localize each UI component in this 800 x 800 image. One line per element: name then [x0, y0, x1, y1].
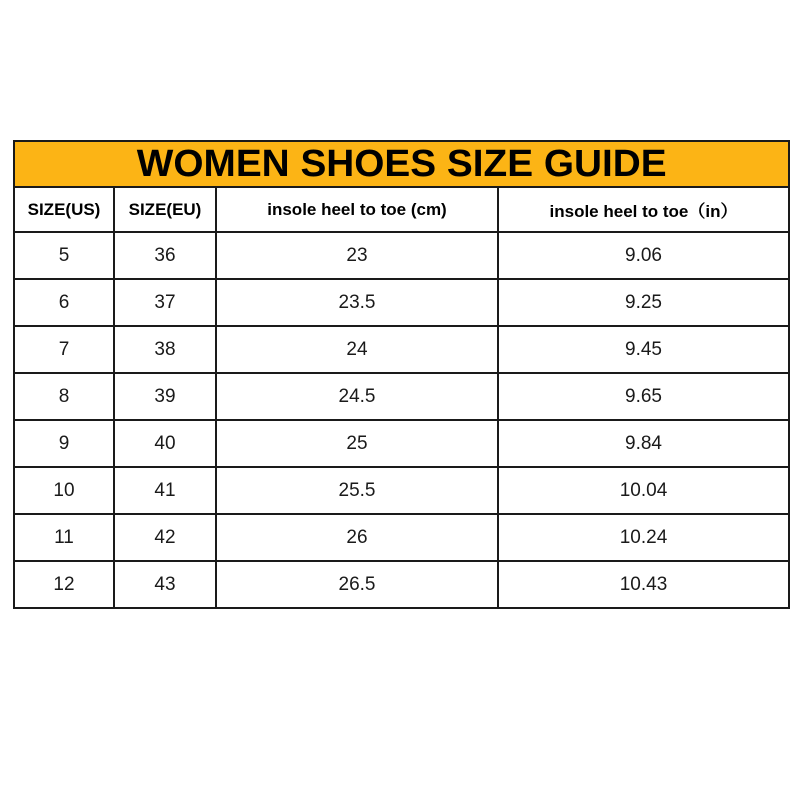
cell-eu: 39 — [114, 373, 216, 420]
cell-cm: 25 — [216, 420, 498, 467]
cell-us: 11 — [14, 514, 114, 561]
header-insole-cm: insole heel to toe (cm) — [216, 187, 498, 232]
table-row — [14, 373, 789, 420]
cell-eu: 38 — [114, 326, 216, 373]
table-row — [14, 326, 789, 373]
title-row — [14, 141, 789, 187]
cell-cm: 24 — [216, 326, 498, 373]
cell-us: 7 — [14, 326, 114, 373]
cell-eu: 42 — [114, 514, 216, 561]
table-title-band — [14, 141, 789, 187]
table-row — [14, 467, 789, 514]
cell-us: 6 — [14, 279, 114, 326]
cell-in: 10.24 — [498, 514, 789, 561]
cell-us: 8 — [14, 373, 114, 420]
cell-us: 9 — [14, 420, 114, 467]
size-guide-table — [13, 140, 790, 609]
cell-cm: 23 — [216, 232, 498, 279]
header-size-eu: SIZE(EU) — [114, 187, 216, 232]
cell-in: 10.04 — [498, 467, 789, 514]
cell-in: 9.06 — [498, 232, 789, 279]
cell-cm: 26.5 — [216, 561, 498, 608]
cell-in: 9.45 — [498, 326, 789, 373]
cell-us: 10 — [14, 467, 114, 514]
cell-in: 9.84 — [498, 420, 789, 467]
cell-us: 5 — [14, 232, 114, 279]
cell-in: 10.43 — [498, 561, 789, 608]
cell-eu: 40 — [114, 420, 216, 467]
cell-cm: 25.5 — [216, 467, 498, 514]
cell-cm: 23.5 — [216, 279, 498, 326]
header-row — [14, 187, 789, 232]
table-row — [14, 561, 789, 608]
cell-eu: 37 — [114, 279, 216, 326]
cell-eu: 36 — [114, 232, 216, 279]
cell-in: 9.65 — [498, 373, 789, 420]
table-row — [14, 420, 789, 467]
cell-eu: 41 — [114, 467, 216, 514]
cell-cm: 26 — [216, 514, 498, 561]
table-row — [14, 232, 789, 279]
header-size-us: SIZE(US) — [14, 187, 114, 232]
header-insole-in: insole heel to toe（in） — [498, 187, 789, 232]
cell-eu: 43 — [114, 561, 216, 608]
table-title: WOMEN SHOES SIZE GUIDE — [136, 142, 667, 185]
cell-cm: 24.5 — [216, 373, 498, 420]
table-row — [14, 279, 789, 326]
cell-in: 9.25 — [498, 279, 789, 326]
table-row — [14, 514, 789, 561]
cell-us: 12 — [14, 561, 114, 608]
